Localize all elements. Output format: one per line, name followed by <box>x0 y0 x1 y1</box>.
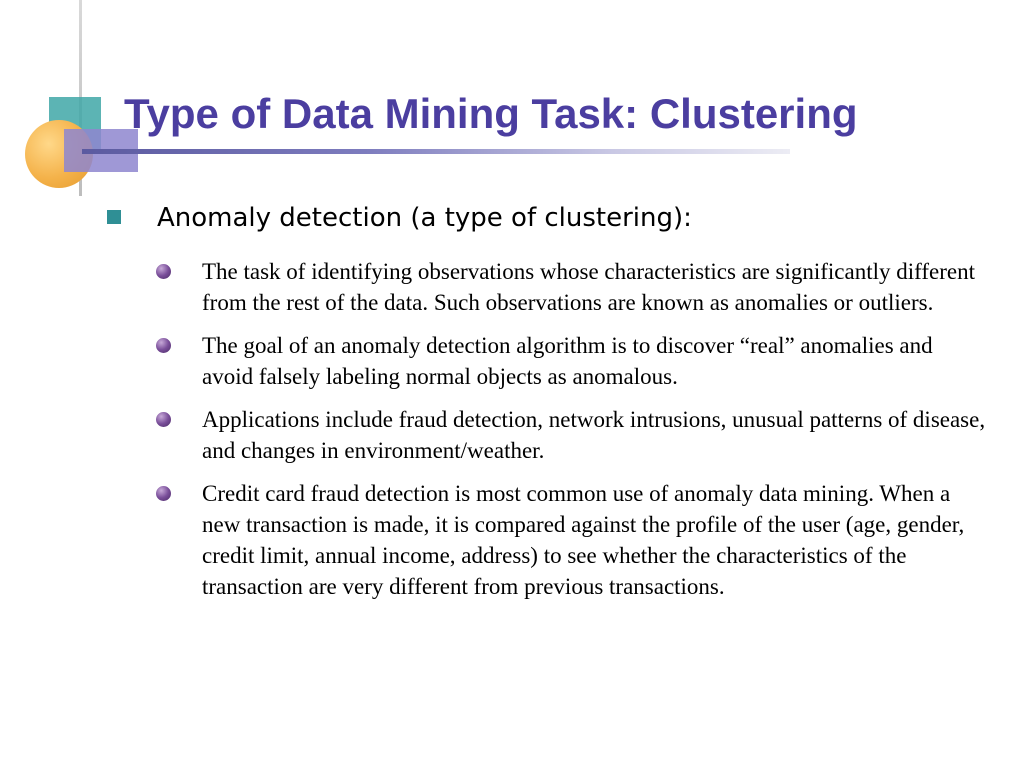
sub-bullet-text: The task of identifying observations whose characteristics are significantly different from the rest of the data. Such observations are known as anomalies or outliers. <box>202 259 976 315</box>
slide-title: Type of Data Mining Task: Clustering <box>124 90 858 137</box>
list-item <box>156 404 986 466</box>
list-item <box>156 330 986 392</box>
main-bullet-text: Anomaly detection (a type of clustering): <box>157 203 692 233</box>
sphere-bullet-icon <box>156 338 171 353</box>
title-underline <box>82 149 790 154</box>
list-item <box>156 478 986 602</box>
sub-bullet-list <box>156 256 986 614</box>
list-item <box>156 256 986 318</box>
sub-bullet-text: Credit card fraud detection is most common use of anomaly data mining. When a new transaction is made, it is compared against the profile of the user (age, gender, credit limit, annual income, address) to see whether the characteristics of the transaction are very different from previous transactions. <box>202 481 965 599</box>
sphere-bullet-icon <box>156 412 171 427</box>
sphere-bullet-icon <box>156 486 171 501</box>
square-bullet-icon <box>107 210 121 224</box>
sub-bullet-text: The goal of an anomaly detection algorithm is to discover “real” anomalies and avoid falsely labeling normal objects as anomalous. <box>202 333 933 389</box>
sub-bullet-text: Applications include fraud detection, network intrusions, unusual patterns of disease, and changes in environment/weather. <box>202 407 986 463</box>
sphere-bullet-icon <box>156 264 171 279</box>
